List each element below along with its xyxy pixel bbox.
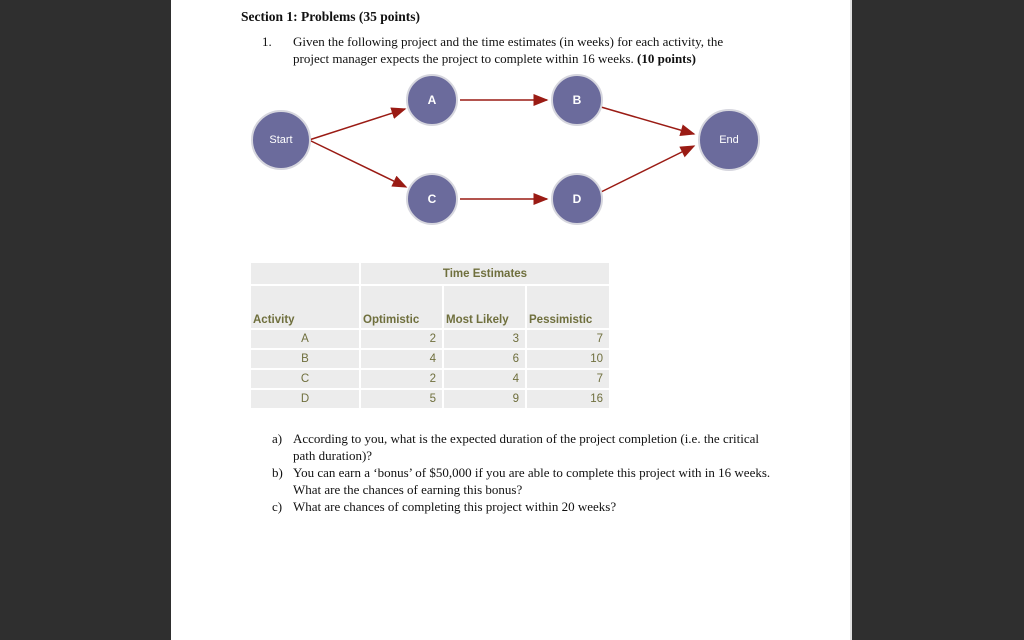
node-end-label: End — [719, 134, 739, 146]
column-header-optimistic: Optimistic — [361, 286, 442, 328]
cell-most-likely: 4 — [444, 370, 525, 388]
cell-optimistic: 2 — [361, 330, 442, 348]
column-header-pessimistic: Pessimistic — [527, 286, 609, 328]
cell-activity: D — [251, 390, 359, 408]
edge-start-c — [309, 140, 406, 187]
node-c-label: C — [427, 192, 437, 206]
problem-points: (10 points) — [637, 51, 696, 66]
edge-d-end — [601, 146, 694, 192]
cell-optimistic: 4 — [361, 350, 442, 368]
node-b-label: B — [572, 93, 582, 107]
edge-start-a — [309, 109, 405, 140]
node-d-label: D — [572, 192, 582, 206]
question-c-text: What are chances of completing this project within 20 weeks? — [293, 499, 617, 514]
table-group-header: Time Estimates — [361, 263, 609, 284]
question-a — [272, 430, 777, 464]
table-row — [251, 370, 609, 388]
section-heading: Section 1: Problems (35 points) — [241, 9, 420, 24]
table-group-header-row — [251, 263, 609, 284]
cell-pessimistic: 7 — [527, 330, 609, 348]
table-blank-cell — [251, 263, 359, 284]
question-c-label: c) — [272, 499, 283, 514]
question-a-label: a) — [272, 431, 283, 446]
activity-network-diagram — [171, 0, 852, 250]
cell-activity: C — [251, 370, 359, 388]
column-header-activity: Activity — [251, 286, 359, 328]
cell-pessimistic: 10 — [527, 350, 609, 368]
viewer-right-margin — [854, 0, 1024, 640]
problem-number: 1. — [262, 34, 272, 49]
time-estimates-table — [249, 261, 611, 410]
table-row — [251, 350, 609, 368]
question-c — [272, 498, 777, 515]
cell-most-likely: 3 — [444, 330, 525, 348]
node-end — [698, 109, 760, 171]
cell-most-likely: 6 — [444, 350, 525, 368]
sub-questions-list — [272, 430, 777, 515]
cell-pessimistic: 7 — [527, 370, 609, 388]
cell-activity: B — [251, 350, 359, 368]
node-b — [551, 74, 603, 126]
table-column-header-row — [251, 286, 609, 328]
cell-optimistic: 5 — [361, 390, 442, 408]
question-b — [272, 464, 777, 498]
node-a-label: A — [427, 93, 437, 107]
column-header-most-likely: Most Likely — [444, 286, 525, 328]
edge-b-end — [601, 107, 694, 134]
cell-optimistic: 2 — [361, 370, 442, 388]
document-page — [171, 0, 852, 640]
problem-text-body: Given the following project and the time estimates (in weeks) for each activity, the project manager expects the project to complete within 16 weeks. — [293, 34, 724, 66]
table-row — [251, 390, 609, 408]
cell-pessimistic: 16 — [527, 390, 609, 408]
question-a-text: According to you, what is the expected duration of the project completion (i.e. the critical path duration)? — [293, 431, 760, 463]
question-b-label: b) — [272, 465, 283, 480]
table-row — [251, 330, 609, 348]
node-d — [551, 173, 603, 225]
question-b-text: You can earn a ‘bonus’ of $50,000 if you are able to complete this project with in 16 weeks. What are the chances of earning this bonus? — [293, 465, 771, 497]
node-c — [406, 173, 458, 225]
cell-most-likely: 9 — [444, 390, 525, 408]
cell-activity: A — [251, 330, 359, 348]
node-start-label: Start — [269, 134, 293, 146]
node-a — [406, 74, 458, 126]
node-start — [251, 110, 311, 170]
viewer-left-margin — [0, 0, 171, 640]
